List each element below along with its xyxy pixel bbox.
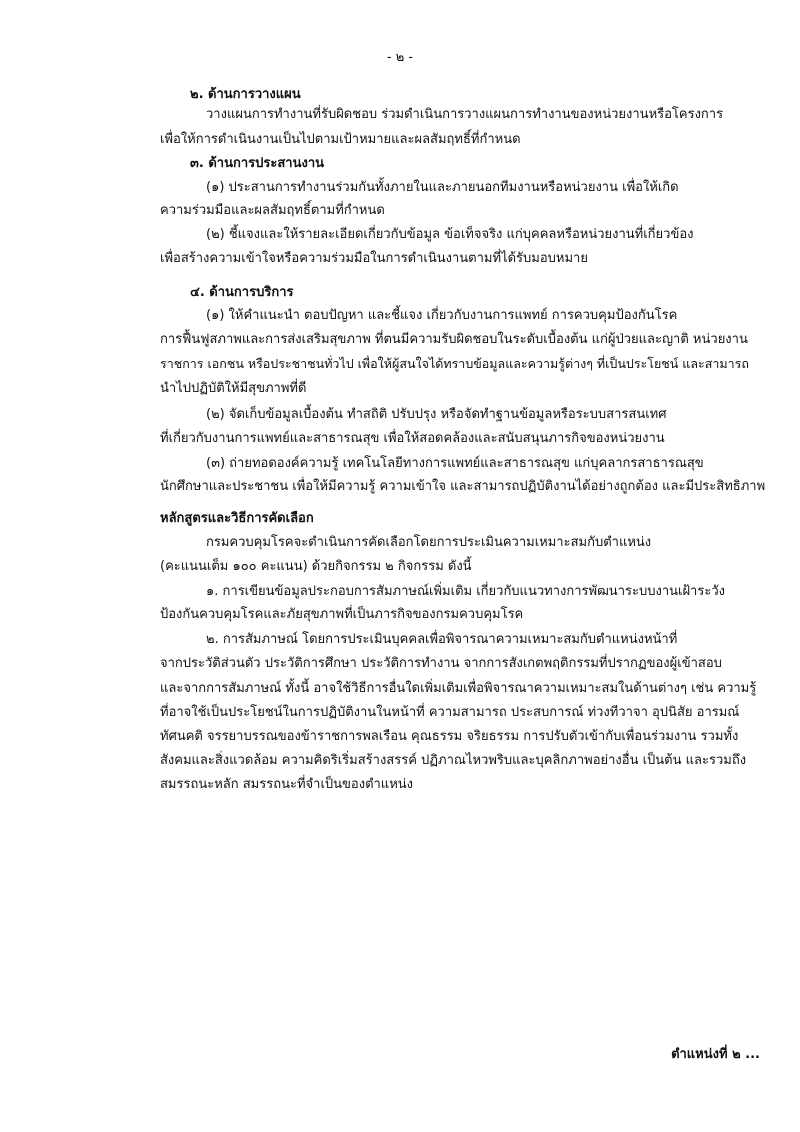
paragraph-line: จากประวัติส่วนตัว ประวัติการศึกษา ประวัติการทำงาน จากการสังเกตพฤติกรรมที่ปรากฏของผู้เข้าสอบ (160, 656, 722, 671)
paragraph-line: ๑. การเขียนข้อมูลประกอบการสัมภาษณ์เพิ่มเติม เกี่ยวกับแนวทางการพัฒนาระบบงานเฝ้าระวัง (206, 584, 725, 599)
paragraph-line: และจากการสัมภาษณ์ ทั้งนี้ อาจใช้วิธีการอื่นใดเพิ่มเติมเพื่อพิจารณาความเหมาะสมในด้านต่างๆ เช่น ความรู้ (160, 681, 757, 696)
paragraph-line: ๒. การสัมภาษณ์ โดยการประเมินบุคคลเพื่อพิจารณาความเหมาะสมกับตำแหน่งหน้าที่ (206, 632, 678, 647)
paragraph-line: (๑) ให้คำแนะนำ ตอบปัญหา และชี้แจง เกี่ยวกับงานการแพทย์ การควบคุมป้องกันโรค (206, 308, 678, 323)
paragraph-line: นักศึกษาและประชาชน เพื่อให้มีความรู้ ความเข้าใจ และสามารถปฏิบัติงานได้อย่างถูกต้อง และมีประสิทธิภาพ (160, 479, 766, 494)
paragraph-line: กรมควบคุมโรคจะดำเนินการคัดเลือกโดยการประเมินความเหมาะสมกับตำแหน่ง (206, 535, 652, 550)
paragraph-line: ป้องกันควบคุมโรคและภัยสุขภาพที่เป็นภารกิจของกรมควบคุมโรค (160, 607, 524, 622)
paragraph-line: ที่เกี่ยวกับงานการแพทย์และสาธารณสุข เพื่อให้สอดคล้องและสนับสนุนภารกิจของหน่วยงาน (160, 431, 665, 446)
paragraph-line: เพื่อสร้างความเข้าใจหรือความร่วมมือในการดำเนินงานตามที่ได้รับมอบหมาย (160, 251, 588, 266)
paragraph-line: (คะแนนเต็ม ๑๐๐ คะแนน) ด้วยกิจกรรม ๒ กิจกรรม ดังนี้ (160, 559, 472, 574)
paragraph-line: นำไปปฏิบัติให้มีสุขภาพที่ดี (160, 381, 307, 396)
paragraph-line: (๓) ถ่ายทอดองค์ความรู้ เทคโนโลยีทางการแพทย์และสาธารณสุข แก่บุคลากรสาธารณสุข (206, 456, 704, 471)
paragraph-line: ที่อาจใช้เป็นประโยชน์ในการปฏิบัติงานในหน้าที่ ความสามารถ ประสบการณ์ ท่วงทีวาจา อุปนิสัย อารมณ์ (160, 705, 740, 720)
paragraph-line: เพื่อให้การดำเนินงานเป็นไปตามเป้าหมายและผลสัมฤทธิ์ที่กำหนด (160, 132, 521, 147)
section-heading-coordination: ๓. ด้านการประสานงาน (190, 156, 325, 171)
paragraph-line: ทัศนคติ จรรยาบรรณของข้าราชการพลเรือน คุณธรรม จริยธรรม การปรับตัวเข้ากับเพื่อนร่วมงาน รวมทั้ง (160, 729, 739, 744)
paragraph-line: การฟื้นฟูสภาพและการส่งเสริมสุขภาพ ที่ตนมีความรับผิดชอบในระดับเบื้องต้น แก่ผู้ป่วยและญาติ หน่วยงาน (160, 332, 748, 347)
paragraph-line: สมรรถนะหลัก สมรรถนะที่จำเป็นของตำแหน่ง (160, 777, 413, 792)
section-heading-service: ๔. ด้านการบริการ (190, 285, 294, 300)
section-heading-planning: ๒. ด้านการวางแผน (190, 87, 301, 102)
paragraph-line: วางแผนการทำงานที่รับผิดชอบ ร่วมดำเนินการวางแผนการทำงานของหน่วยงานหรือโครงการ (206, 107, 724, 122)
paragraph-line: (๑) ประสานการทำงานร่วมกันทั้งภายในและภายนอกทีมงานหรือหน่วยงาน เพื่อให้เกิด (206, 180, 679, 195)
paragraph-line: ราชการ เอกชน หรือประชาชนทั่วไป เพื่อให้ผู้สนใจได้ทราบข้อมูลและความรู้ต่างๆ ที่เป็นประโยชน์ และสามารถ (160, 356, 749, 371)
paragraph-line: สังคมและสิ่งแวดล้อม ความคิดริเริ่มสร้างสรรค์ ปฏิภาณไหวพริบและบุคลิกภาพอย่างอื่น เป็นต้น และรวมถึง (160, 753, 747, 768)
section-heading-selection: หลักสูตรและวิธีการคัดเลือก (160, 511, 314, 526)
paragraph-line: (๒) ชี้แจงและให้รายละเอียดเกี่ยวกับข้อมูล ข้อเท็จจริง แก่บุคคลหรือหน่วยงานที่เกี่ยวข้อง (206, 227, 694, 242)
paragraph-line: ความร่วมมือและผลสัมฤทธิ์ตามที่กำหนด (160, 203, 385, 218)
continuation-footer: ตำแหน่งที่ ๒ ... (671, 1047, 760, 1062)
page-number: - ๒ - (386, 50, 414, 65)
paragraph-line: (๒) จัดเก็บข้อมูลเบื้องต้น ทำสถิติ ปรับปรุง หรือจัดทำฐานข้อมูลหรือระบบสารสนเทศ (206, 407, 667, 422)
